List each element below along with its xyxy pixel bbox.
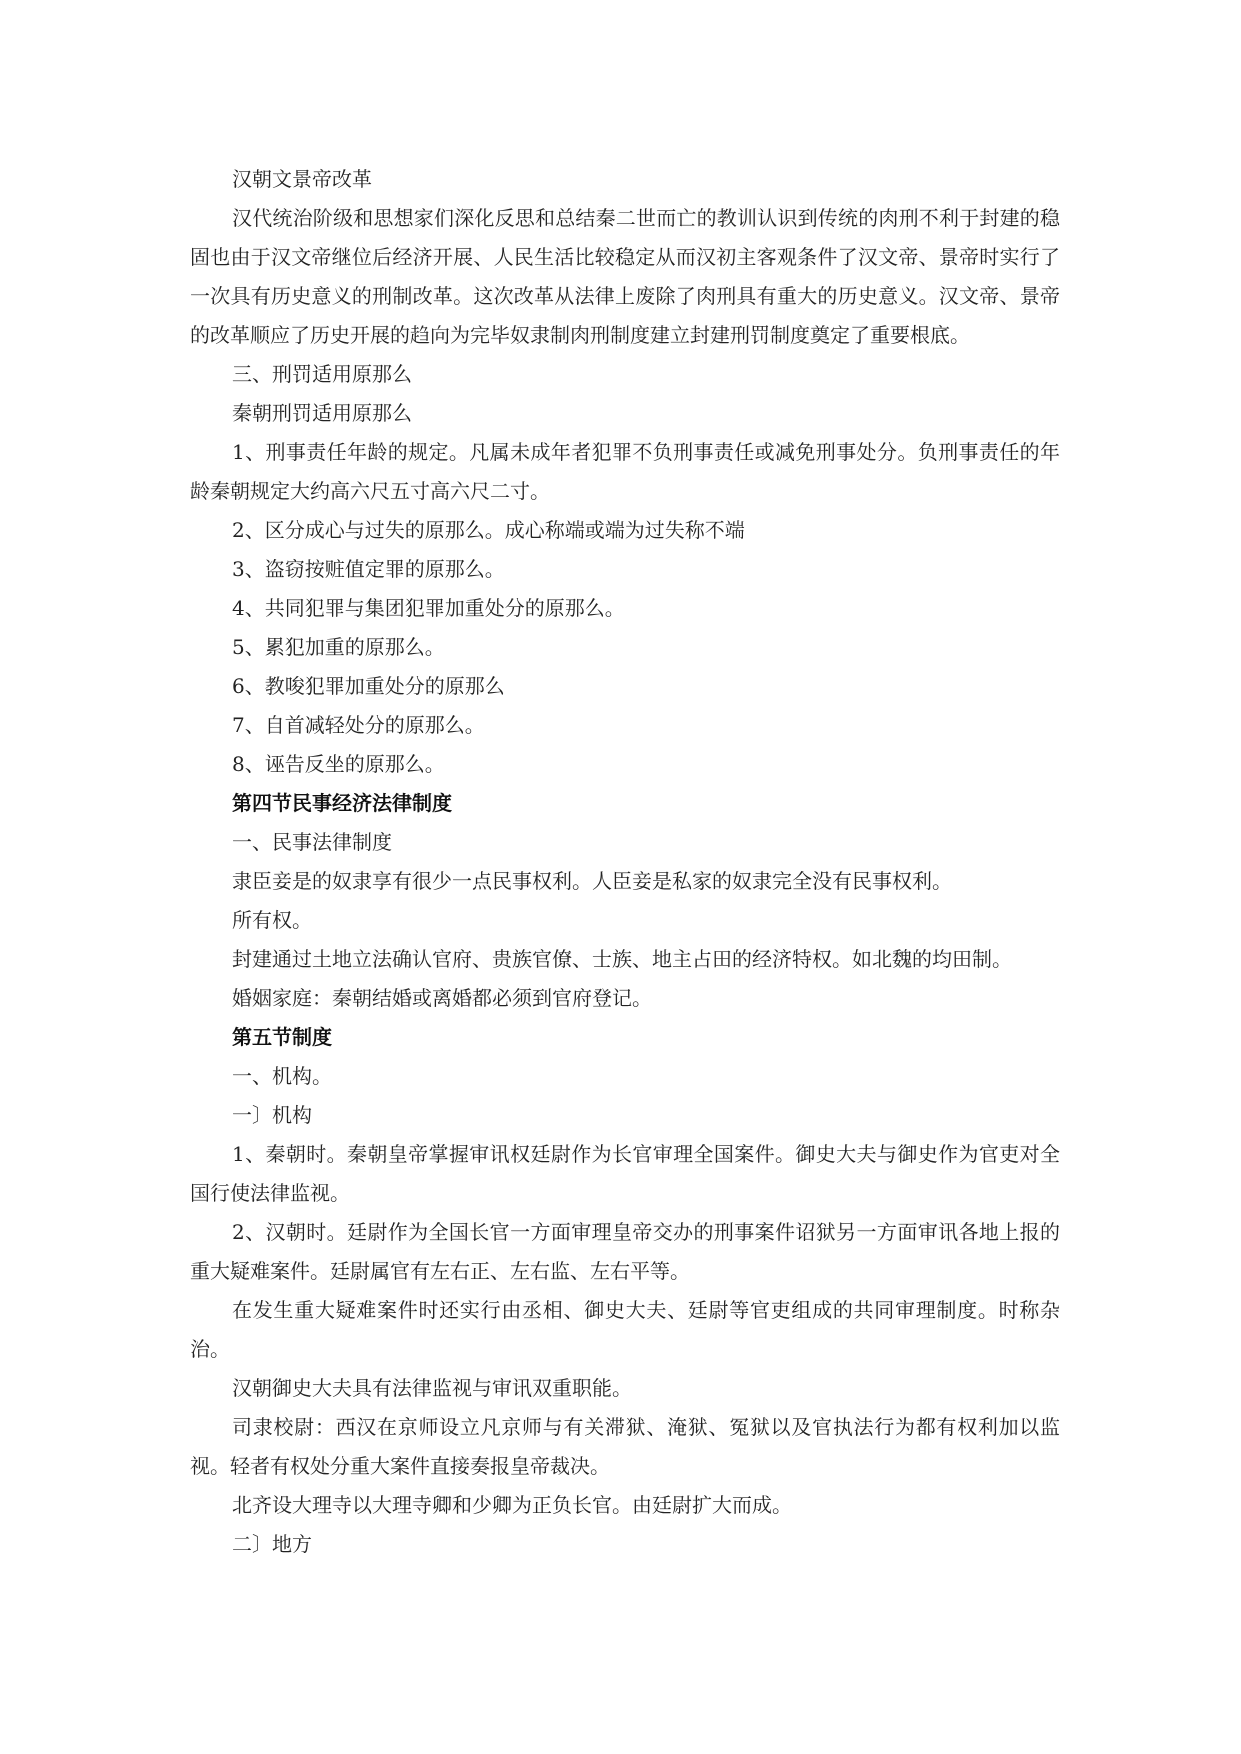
paragraph: 1、秦朝时。秦朝皇帝掌握审讯权廷尉作为长官审理全国案件。御史大夫与御史作为官吏对全国行使法律监视。 <box>190 1142 1060 1205</box>
paragraph: 一、机构。 <box>232 1064 332 1088</box>
paragraph: 汉朝御史大夫具有法律监视与审讯双重职能。 <box>232 1376 632 1400</box>
paragraph: 司隶校尉：西汉在京师设立凡京师与有关滞狱、淹狱、冤狱以及官执法行为都有权利加以监视。轻者有权处分重大案件直接奏报皇帝裁决。 <box>190 1415 1060 1478</box>
paragraph: 6、教唆犯罪加重处分的原那么 <box>232 674 505 698</box>
paragraph: 所有权。 <box>232 908 312 932</box>
paragraph: 在发生重大疑难案件时还实行由丞相、御史大夫、廷尉等官吏组成的共同审理制度。时称杂治。 <box>190 1298 1060 1361</box>
paragraph: 2、汉朝时。廷尉作为全国长官一方面审理皇帝交办的刑事案件诏狱另一方面审讯各地上报的重大疑难案件。廷尉属官有左右正、左右监、左右平等。 <box>190 1220 1060 1283</box>
paragraph: 婚姻家庭：秦朝结婚或离婚都必须到官府登记。 <box>232 986 652 1010</box>
paragraph: 隶臣妾是的奴隶享有很少一点民事权利。人臣妾是私家的奴隶完全没有民事权利。 <box>232 869 952 893</box>
section-heading: 第五节制度 <box>232 1025 332 1049</box>
paragraph: 3、盗窃按赃值定罪的原那么。 <box>232 557 505 581</box>
paragraph: 汉代统治阶级和思想家们深化反思和总结秦二世而亡的教训认识到传统的肉刑不利于封建的稳固也由于汉文帝继位后经济开展、人民生活比较稳定从而汉初主客观条件了汉文帝、景帝时实行了一次具有历史意义的刑制改革。这次改革从法律上废除了肉刑具有重大的历史意义。汉文帝、景帝的改革顺应了历史开展的趋向为完毕奴隶制肉刑制度建立封建刑罚制度奠定了重要根底。 <box>190 206 1060 347</box>
paragraph: 2、区分成心与过失的原那么。成心称端或端为过失称不端 <box>232 518 745 542</box>
paragraph: 一〕机构 <box>232 1103 312 1127</box>
paragraph: 5、累犯加重的原那么。 <box>232 635 445 659</box>
paragraph: 1、刑事责任年龄的规定。凡属未成年者犯罪不负刑事责任或减免刑事处分。负刑事责任的年龄秦朝规定大约高六尺五寸高六尺二寸。 <box>190 440 1060 503</box>
paragraph: 4、共同犯罪与集团犯罪加重处分的原那么。 <box>232 596 625 620</box>
paragraph: 8、诬告反坐的原那么。 <box>232 752 445 776</box>
paragraph: 一、民事法律制度 <box>232 830 392 854</box>
paragraph: 北齐设大理寺以大理寺卿和少卿为正负长官。由廷尉扩大而成。 <box>232 1493 792 1517</box>
paragraph: 三、刑罚适用原那么 <box>232 362 412 386</box>
document-body <box>190 160 1060 1564</box>
section-heading: 第四节民事经济法律制度 <box>232 791 452 815</box>
paragraph: 秦朝刑罚适用原那么 <box>232 401 412 425</box>
paragraph: 二〕地方 <box>232 1532 312 1556</box>
paragraph: 封建通过土地立法确认官府、贵族官僚、士族、地主占田的经济特权。如北魏的均田制。 <box>232 947 1012 971</box>
paragraph: 汉朝文景帝改革 <box>232 167 372 191</box>
paragraph: 7、自首减轻处分的原那么。 <box>232 713 485 737</box>
